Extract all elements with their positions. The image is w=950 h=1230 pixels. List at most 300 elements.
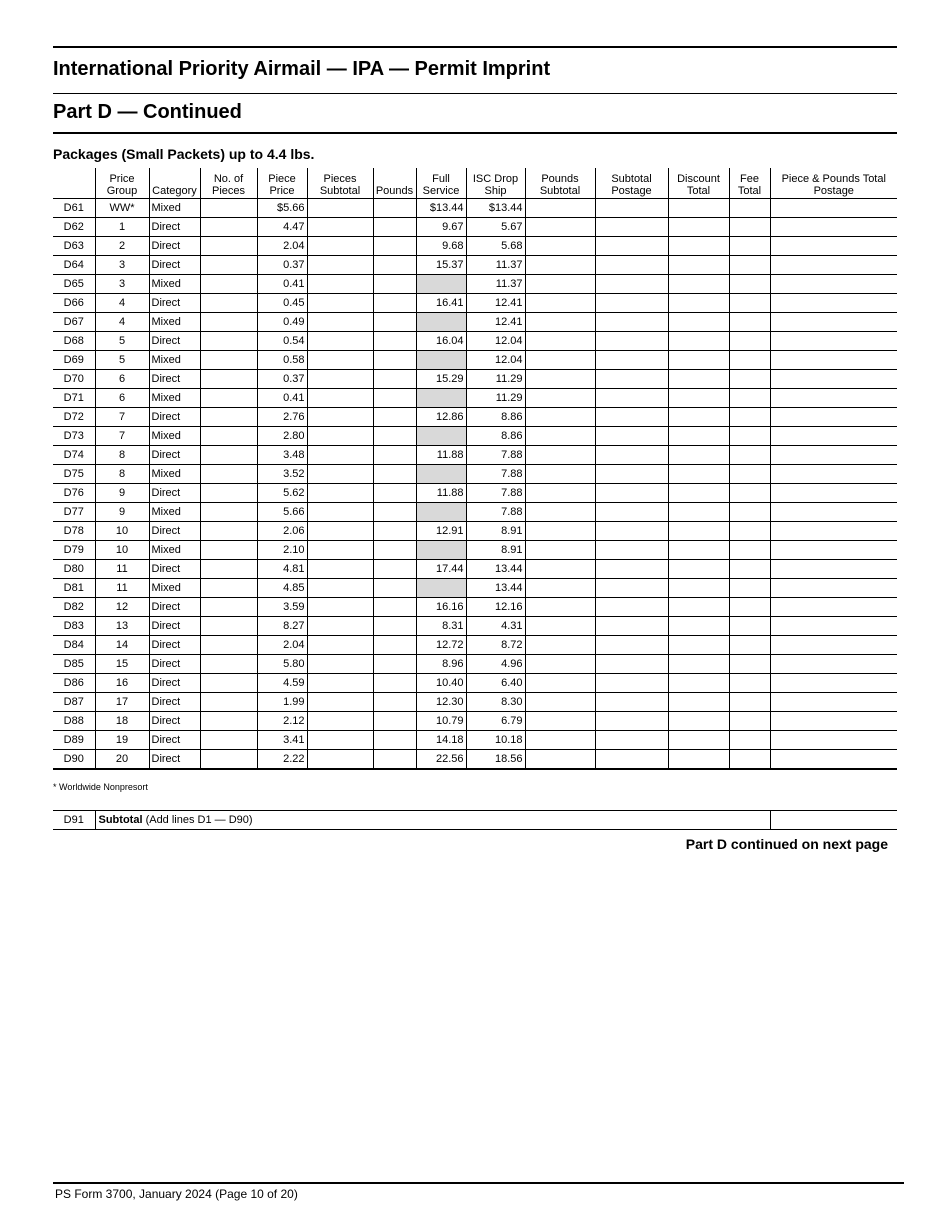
pounds-subtotal-input[interactable] xyxy=(525,408,595,427)
full-service-price xyxy=(416,389,466,408)
table-row xyxy=(53,218,897,237)
line-number: D76 xyxy=(53,484,95,503)
subtotal-line-number: D91 xyxy=(53,811,95,830)
price-group: 4 xyxy=(95,313,149,332)
pieces-subtotal-input[interactable] xyxy=(307,256,373,275)
piece-price: 1.99 xyxy=(257,693,307,712)
pieces-input[interactable] xyxy=(200,351,257,370)
total-postage-input[interactable] xyxy=(770,427,897,446)
fee-total-input[interactable] xyxy=(729,313,770,332)
fee-total-input[interactable] xyxy=(729,522,770,541)
discount-total-input[interactable] xyxy=(668,446,729,465)
pieces-input[interactable] xyxy=(200,465,257,484)
discount-total-input[interactable] xyxy=(668,636,729,655)
full-service-price xyxy=(416,579,466,598)
piece-price: 8.27 xyxy=(257,617,307,636)
pieces-subtotal-input[interactable] xyxy=(307,313,373,332)
pounds-input[interactable] xyxy=(373,351,416,370)
subtotal-postage-input[interactable] xyxy=(595,636,668,655)
total-postage-input[interactable] xyxy=(770,693,897,712)
pieces-subtotal-input[interactable] xyxy=(307,370,373,389)
subtotal-postage-input[interactable] xyxy=(595,465,668,484)
pieces-input[interactable] xyxy=(200,617,257,636)
fee-total-input[interactable] xyxy=(729,731,770,750)
isc-drop-ship-header: ISC Drop Ship xyxy=(466,168,525,199)
price-group: 9 xyxy=(95,484,149,503)
isc-drop-ship-price: 8.72 xyxy=(466,636,525,655)
pounds-input[interactable] xyxy=(373,294,416,313)
discount-total-input[interactable] xyxy=(668,750,729,770)
pieces-input[interactable] xyxy=(200,218,257,237)
pieces-subtotal-input[interactable] xyxy=(307,218,373,237)
total-postage-input[interactable] xyxy=(770,674,897,693)
line-number: D62 xyxy=(53,218,95,237)
pieces-subtotal-input[interactable] xyxy=(307,522,373,541)
pounds-subtotal-input[interactable] xyxy=(525,579,595,598)
total-postage-input[interactable] xyxy=(770,237,897,256)
piece-price: 2.04 xyxy=(257,636,307,655)
subtotal-postage-input[interactable] xyxy=(595,389,668,408)
full-service-price: $13.44 xyxy=(416,199,466,218)
table-row xyxy=(53,541,897,560)
table-row xyxy=(53,655,897,674)
isc-drop-ship-price: 8.86 xyxy=(466,408,525,427)
pounds-subtotal-input[interactable] xyxy=(525,294,595,313)
discount-total-input[interactable] xyxy=(668,522,729,541)
pieces-subtotal-input[interactable] xyxy=(307,750,373,770)
total-postage-input[interactable] xyxy=(770,218,897,237)
pieces-input[interactable] xyxy=(200,484,257,503)
total-postage-input[interactable] xyxy=(770,503,897,522)
subtotal-postage-input[interactable] xyxy=(595,332,668,351)
subtotal-postage-input[interactable] xyxy=(595,446,668,465)
fee-total-input[interactable] xyxy=(729,446,770,465)
piece-price: 2.12 xyxy=(257,712,307,731)
pounds-subtotal-input[interactable] xyxy=(525,693,595,712)
discount-total-input[interactable] xyxy=(668,370,729,389)
pounds-subtotal-input[interactable] xyxy=(525,541,595,560)
pieces-subtotal-input[interactable] xyxy=(307,465,373,484)
pounds-subtotal-input[interactable] xyxy=(525,351,595,370)
pieces-subtotal-input[interactable] xyxy=(307,503,373,522)
pounds-input[interactable] xyxy=(373,750,416,770)
pounds-input[interactable] xyxy=(373,636,416,655)
table-row xyxy=(53,636,897,655)
pounds-subtotal-input[interactable] xyxy=(525,427,595,446)
fee-total-input[interactable] xyxy=(729,256,770,275)
line-number: D72 xyxy=(53,408,95,427)
subtotal-postage-input[interactable] xyxy=(595,750,668,770)
total-postage-input[interactable] xyxy=(770,332,897,351)
pounds-input[interactable] xyxy=(373,484,416,503)
full-service-price: 8.96 xyxy=(416,655,466,674)
category-header: Category xyxy=(149,168,200,199)
subtotal-postage-input[interactable] xyxy=(595,560,668,579)
discount-total-input[interactable] xyxy=(668,598,729,617)
pieces-input[interactable] xyxy=(200,674,257,693)
pieces-input[interactable] xyxy=(200,427,257,446)
total-postage-input[interactable] xyxy=(770,541,897,560)
line-number: D66 xyxy=(53,294,95,313)
fee-total-input[interactable] xyxy=(729,427,770,446)
pieces-input[interactable] xyxy=(200,598,257,617)
subtotal-input[interactable] xyxy=(770,811,897,830)
pieces-input[interactable] xyxy=(200,199,257,218)
total-postage-input[interactable] xyxy=(770,617,897,636)
pieces-subtotal-input[interactable] xyxy=(307,636,373,655)
total-postage-input[interactable] xyxy=(770,389,897,408)
fee-total-input[interactable] xyxy=(729,579,770,598)
pieces-input[interactable] xyxy=(200,256,257,275)
discount-total-input[interactable] xyxy=(668,332,729,351)
pounds-input[interactable] xyxy=(373,674,416,693)
pounds-input[interactable] xyxy=(373,560,416,579)
pieces-subtotal-input[interactable] xyxy=(307,674,373,693)
line-number: D82 xyxy=(53,598,95,617)
fee-total-input[interactable] xyxy=(729,541,770,560)
pounds-subtotal-input[interactable] xyxy=(525,275,595,294)
subtotal-postage-input[interactable] xyxy=(595,351,668,370)
pounds-subtotal-input[interactable] xyxy=(525,218,595,237)
total-postage-input[interactable] xyxy=(770,351,897,370)
fee-total-input[interactable] xyxy=(729,332,770,351)
subtotal-postage-input[interactable] xyxy=(595,275,668,294)
fee-total-input[interactable] xyxy=(729,370,770,389)
pounds-input[interactable] xyxy=(373,237,416,256)
discount-total-input[interactable] xyxy=(668,465,729,484)
pounds-subtotal-input[interactable] xyxy=(525,332,595,351)
discount-total-input[interactable] xyxy=(668,351,729,370)
discount-total-input[interactable] xyxy=(668,256,729,275)
pounds-subtotal-input[interactable] xyxy=(525,636,595,655)
isc-drop-ship-price: 4.96 xyxy=(466,655,525,674)
total-postage-input[interactable] xyxy=(770,275,897,294)
pounds-input[interactable] xyxy=(373,256,416,275)
discount-total-input[interactable] xyxy=(668,560,729,579)
pieces-subtotal-input[interactable] xyxy=(307,693,373,712)
discount-total-input[interactable] xyxy=(668,275,729,294)
pounds-subtotal-input[interactable] xyxy=(525,503,595,522)
table-row xyxy=(53,579,897,598)
total-postage-input[interactable] xyxy=(770,579,897,598)
category: Direct xyxy=(149,484,200,503)
fee-total-input[interactable] xyxy=(729,674,770,693)
pounds-subtotal-input[interactable] xyxy=(525,598,595,617)
fee-total-input[interactable] xyxy=(729,199,770,218)
subtotal-postage-input[interactable] xyxy=(595,484,668,503)
price-group: 5 xyxy=(95,351,149,370)
line-number: D89 xyxy=(53,731,95,750)
total-postage-input[interactable] xyxy=(770,750,897,770)
fee-total-input[interactable] xyxy=(729,389,770,408)
pieces-input[interactable] xyxy=(200,446,257,465)
pounds-subtotal-input[interactable] xyxy=(525,370,595,389)
pounds-input[interactable] xyxy=(373,541,416,560)
total-postage-input[interactable] xyxy=(770,712,897,731)
pounds-subtotal-input[interactable] xyxy=(525,256,595,275)
pounds-input[interactable] xyxy=(373,522,416,541)
total-postage-input[interactable] xyxy=(770,636,897,655)
subtotal-postage-input[interactable] xyxy=(595,218,668,237)
category: Direct xyxy=(149,674,200,693)
total-postage-input[interactable] xyxy=(770,408,897,427)
discount-total-input[interactable] xyxy=(668,313,729,332)
subtotal-postage-input[interactable] xyxy=(595,199,668,218)
pounds-input[interactable] xyxy=(373,275,416,294)
pounds-input[interactable] xyxy=(373,579,416,598)
pieces-subtotal-input[interactable] xyxy=(307,617,373,636)
price-group: 12 xyxy=(95,598,149,617)
pounds-subtotal-input[interactable] xyxy=(525,237,595,256)
discount-total-input[interactable] xyxy=(668,579,729,598)
category: Mixed xyxy=(149,503,200,522)
pieces-subtotal-input[interactable] xyxy=(307,199,373,218)
fee-total-input[interactable] xyxy=(729,693,770,712)
piece-price: 2.06 xyxy=(257,522,307,541)
table-row xyxy=(53,408,897,427)
full-service-price: 9.68 xyxy=(416,237,466,256)
pieces-subtotal-input[interactable] xyxy=(307,427,373,446)
fee-total-input[interactable] xyxy=(729,503,770,522)
pounds-subtotal-input[interactable] xyxy=(525,560,595,579)
category: Direct xyxy=(149,655,200,674)
fee-total-input[interactable] xyxy=(729,636,770,655)
pounds-input[interactable] xyxy=(373,218,416,237)
pounds-subtotal-input[interactable] xyxy=(525,655,595,674)
total-postage-input[interactable] xyxy=(770,484,897,503)
pieces-subtotal-input[interactable] xyxy=(307,332,373,351)
pounds-subtotal-input[interactable] xyxy=(525,674,595,693)
fee-total-input[interactable] xyxy=(729,617,770,636)
pieces-input[interactable] xyxy=(200,693,257,712)
pounds-input[interactable] xyxy=(373,655,416,674)
price-group: 1 xyxy=(95,218,149,237)
line-number: D88 xyxy=(53,712,95,731)
pieces-subtotal-input[interactable] xyxy=(307,408,373,427)
fee-total-input[interactable] xyxy=(729,218,770,237)
discount-total-input[interactable] xyxy=(668,218,729,237)
pieces-input[interactable] xyxy=(200,294,257,313)
pounds-subtotal-input[interactable] xyxy=(525,313,595,332)
category: Direct xyxy=(149,598,200,617)
discount-total-input[interactable] xyxy=(668,237,729,256)
pieces-subtotal-input[interactable] xyxy=(307,351,373,370)
subtotal-postage-input[interactable] xyxy=(595,541,668,560)
discount-total-input[interactable] xyxy=(668,617,729,636)
discount-total-input[interactable] xyxy=(668,674,729,693)
pounds-input[interactable] xyxy=(373,712,416,731)
pieces-input[interactable] xyxy=(200,275,257,294)
pieces-subtotal-input[interactable] xyxy=(307,712,373,731)
fee-total-input[interactable] xyxy=(729,408,770,427)
total-postage-input[interactable] xyxy=(770,731,897,750)
discount-total-input[interactable] xyxy=(668,693,729,712)
pieces-subtotal-input[interactable] xyxy=(307,275,373,294)
pieces-input[interactable] xyxy=(200,408,257,427)
subtotal-postage-input[interactable] xyxy=(595,427,668,446)
subtotal-postage-input[interactable] xyxy=(595,598,668,617)
pounds-input[interactable] xyxy=(373,389,416,408)
pieces-input[interactable] xyxy=(200,636,257,655)
pieces-subtotal-input[interactable] xyxy=(307,731,373,750)
subtotal-postage-input[interactable] xyxy=(595,693,668,712)
fee-total-input[interactable] xyxy=(729,750,770,770)
discount-total-input[interactable] xyxy=(668,427,729,446)
isc-drop-ship-price: 12.04 xyxy=(466,351,525,370)
discount-total-input[interactable] xyxy=(668,199,729,218)
subtotal-postage-input[interactable] xyxy=(595,522,668,541)
pounds-input[interactable] xyxy=(373,199,416,218)
pieces-input[interactable] xyxy=(200,332,257,351)
fee-total-input[interactable] xyxy=(729,560,770,579)
total-postage-input[interactable] xyxy=(770,313,897,332)
pounds-input[interactable] xyxy=(373,427,416,446)
category: Direct xyxy=(149,256,200,275)
subtotal-postage-input[interactable] xyxy=(595,731,668,750)
pieces-input[interactable] xyxy=(200,560,257,579)
price-group: WW* xyxy=(95,199,149,218)
discount-total-input[interactable] xyxy=(668,731,729,750)
total-postage-input[interactable] xyxy=(770,199,897,218)
pieces-subtotal-input[interactable] xyxy=(307,446,373,465)
subtotal-postage-input[interactable] xyxy=(595,256,668,275)
fee-total-input[interactable] xyxy=(729,294,770,313)
total-postage-input[interactable] xyxy=(770,294,897,313)
pounds-subtotal-input[interactable] xyxy=(525,465,595,484)
isc-drop-ship-price: 13.44 xyxy=(466,560,525,579)
subtotal-postage-input[interactable] xyxy=(595,294,668,313)
table-row xyxy=(53,731,897,750)
discount-total-input[interactable] xyxy=(668,712,729,731)
pounds-subtotal-input[interactable] xyxy=(525,617,595,636)
pieces-input[interactable] xyxy=(200,370,257,389)
total-postage-input[interactable] xyxy=(770,655,897,674)
category: Mixed xyxy=(149,427,200,446)
total-postage-input[interactable] xyxy=(770,522,897,541)
subtotal-postage-input[interactable] xyxy=(595,617,668,636)
fee-total-input[interactable] xyxy=(729,275,770,294)
discount-total-input[interactable] xyxy=(668,655,729,674)
subtotal-postage-input[interactable] xyxy=(595,712,668,731)
pieces-subtotal-input[interactable] xyxy=(307,389,373,408)
pounds-input[interactable] xyxy=(373,313,416,332)
pieces-input[interactable] xyxy=(200,522,257,541)
discount-total-input[interactable] xyxy=(668,503,729,522)
pieces-input[interactable] xyxy=(200,313,257,332)
subtotal-postage-input[interactable] xyxy=(595,655,668,674)
price-group: 19 xyxy=(95,731,149,750)
pounds-input[interactable] xyxy=(373,332,416,351)
isc-drop-ship-price: 7.88 xyxy=(466,484,525,503)
discount-total-input[interactable] xyxy=(668,484,729,503)
pounds-input[interactable] xyxy=(373,465,416,484)
category: Mixed xyxy=(149,465,200,484)
pieces-input[interactable] xyxy=(200,712,257,731)
pieces-input[interactable] xyxy=(200,503,257,522)
pieces-input[interactable] xyxy=(200,750,257,770)
pounds-input[interactable] xyxy=(373,617,416,636)
fee-total-input[interactable] xyxy=(729,351,770,370)
fee-total-input[interactable] xyxy=(729,465,770,484)
subtotal-postage-input[interactable] xyxy=(595,313,668,332)
pounds-input[interactable] xyxy=(373,408,416,427)
pounds-input[interactable] xyxy=(373,446,416,465)
line-number: D81 xyxy=(53,579,95,598)
pieces-subtotal-input[interactable] xyxy=(307,484,373,503)
fee-total-input[interactable] xyxy=(729,484,770,503)
pieces-subtotal-input[interactable] xyxy=(307,579,373,598)
pounds-subtotal-input[interactable] xyxy=(525,750,595,770)
subtotal-postage-input[interactable] xyxy=(595,237,668,256)
total-postage-input[interactable] xyxy=(770,465,897,484)
subtotal-postage-input[interactable] xyxy=(595,579,668,598)
pounds-input[interactable] xyxy=(373,370,416,389)
table-row xyxy=(53,598,897,617)
line-number: D85 xyxy=(53,655,95,674)
subtotal-postage-input[interactable] xyxy=(595,503,668,522)
pounds-input[interactable] xyxy=(373,731,416,750)
pieces-subtotal-input[interactable] xyxy=(307,237,373,256)
pieces-input[interactable] xyxy=(200,579,257,598)
pounds-subtotal-input[interactable] xyxy=(525,446,595,465)
total-postage-input[interactable] xyxy=(770,256,897,275)
total-postage-header: Piece & Pounds Total Postage xyxy=(770,168,897,199)
total-postage-input[interactable] xyxy=(770,560,897,579)
pieces-subtotal-input[interactable] xyxy=(307,655,373,674)
pieces-input[interactable] xyxy=(200,237,257,256)
pounds-subtotal-input[interactable] xyxy=(525,522,595,541)
pounds-subtotal-input[interactable] xyxy=(525,484,595,503)
total-postage-input[interactable] xyxy=(770,370,897,389)
pounds-input[interactable] xyxy=(373,598,416,617)
pounds-subtotal-input[interactable] xyxy=(525,199,595,218)
pounds-subtotal-input[interactable] xyxy=(525,389,595,408)
fee-total-input[interactable] xyxy=(729,237,770,256)
fee-total-input[interactable] xyxy=(729,655,770,674)
total-postage-input[interactable] xyxy=(770,598,897,617)
pieces-subtotal-input[interactable] xyxy=(307,560,373,579)
subtotal-postage-input[interactable] xyxy=(595,674,668,693)
pieces-subtotal-input[interactable] xyxy=(307,541,373,560)
discount-total-input[interactable] xyxy=(668,408,729,427)
total-postage-input[interactable] xyxy=(770,446,897,465)
pieces-subtotal-input[interactable] xyxy=(307,598,373,617)
pieces-input[interactable] xyxy=(200,655,257,674)
isc-drop-ship-price: 7.88 xyxy=(466,465,525,484)
price-group: 2 xyxy=(95,237,149,256)
pieces-input[interactable] xyxy=(200,731,257,750)
isc-drop-ship-price: 8.91 xyxy=(466,541,525,560)
pounds-subtotal-input[interactable] xyxy=(525,712,595,731)
full-service-price xyxy=(416,351,466,370)
category: Mixed xyxy=(149,389,200,408)
discount-total-input[interactable] xyxy=(668,541,729,560)
pieces-input[interactable] xyxy=(200,541,257,560)
pounds-subtotal-input[interactable] xyxy=(525,731,595,750)
subtotal-postage-input[interactable] xyxy=(595,408,668,427)
pieces-input[interactable] xyxy=(200,389,257,408)
fee-total-input[interactable] xyxy=(729,598,770,617)
pounds-input[interactable] xyxy=(373,503,416,522)
subtotal-postage-input[interactable] xyxy=(595,370,668,389)
piece-price: 4.47 xyxy=(257,218,307,237)
fee-total-input[interactable] xyxy=(729,712,770,731)
pieces-subtotal-input[interactable] xyxy=(307,294,373,313)
discount-total-input[interactable] xyxy=(668,389,729,408)
discount-total-input[interactable] xyxy=(668,294,729,313)
table-row xyxy=(53,332,897,351)
pounds-input[interactable] xyxy=(373,693,416,712)
